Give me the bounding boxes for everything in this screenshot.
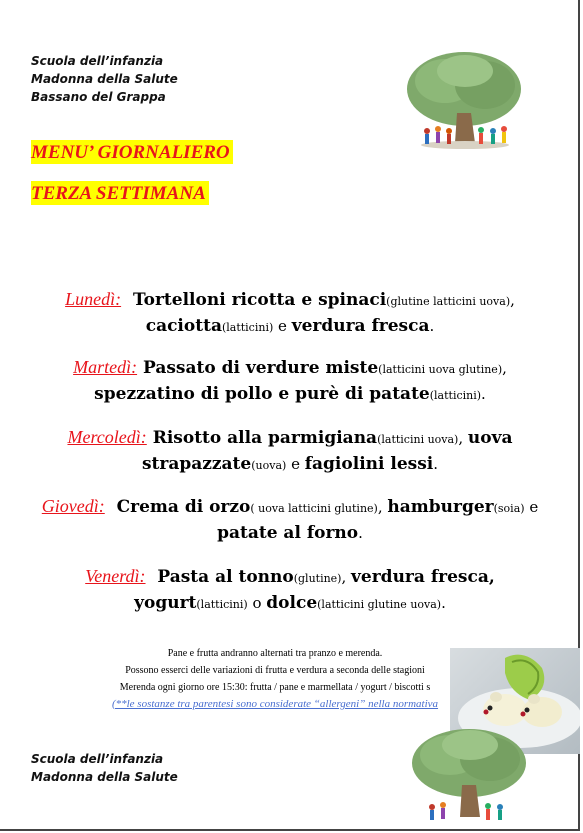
separator: e [524,498,539,516]
separator: e [273,317,292,335]
dish: verdura fresca [351,567,489,587]
day-label-monday: Lunedì: [65,289,122,309]
separator: o [247,594,267,612]
school-name: Scuola dell’infanzia [31,752,164,766]
day-label-tuesday: Martedì: [73,357,138,377]
separator: , [458,429,468,447]
note-line: Merenda ogni giorno ore 15:30: frutta / pane e marmellata / yogurt / biscotti s [119,682,431,693]
dish: yogurt [134,593,197,613]
school-subname: Madonna della Salute [31,72,178,86]
allergens: (latticini uova) [377,433,459,446]
note-line: Pane e frutta andranno alternati tra pranzo e merenda. [167,648,383,659]
separator: . [441,594,446,612]
allergens: (glutine latticini uova) [386,295,511,308]
dish: patate al forno [217,523,359,543]
monday-line-1 [20,287,560,314]
school-subname: Madonna della Salute [31,770,178,784]
note-line: Possono esserci delle variazioni di frutta e verdura a seconda delle stagioni [125,665,425,676]
dish: Passato di verdure miste [143,358,379,378]
monday-line-2 [20,314,560,340]
wednesday-line-1 [20,425,560,452]
allergens: (latticini uova glutine) [378,363,503,376]
friday-line-1 [20,564,560,591]
dish: Crema di orzo [116,497,251,517]
dish: hamburger [387,497,494,517]
day-monday [20,287,560,340]
notes-section [60,645,490,713]
dish: fagiolini lessi [304,454,434,474]
school-city: Bassano del Grappa [31,90,166,104]
separator: e [286,455,305,473]
separator: . [433,455,439,473]
day-friday [20,564,560,617]
allergens: (soia) [493,502,525,515]
week-title: TERZA SETTIMANA [31,181,209,205]
separator: , [488,567,495,587]
separator: , [510,291,515,309]
dish: dolce [266,593,318,613]
friday-line-2 [20,591,560,617]
separator: . [429,317,435,335]
tuesday-line-1 [20,355,560,382]
separator: . [481,385,486,403]
tuesday-line-2 [20,382,560,408]
menu-title: MENU’ GIORNALIERO [31,140,233,164]
separator: , [377,498,388,516]
tree-illustration-bottom [410,727,528,827]
dish: verdura fresca [291,316,430,336]
day-tuesday [20,355,560,408]
separator: , [341,568,352,586]
day-label-wednesday: Mercoledì: [67,427,147,447]
dish: Tortelloni ricotta e spinaci [132,290,387,310]
tree-illustration [405,51,523,155]
thursday-line-2 [20,521,560,545]
separator: , [502,359,507,377]
school-name: Scuola dell’infanzia [31,54,164,68]
day-label-friday: Venerdì: [85,566,146,586]
dish: spezzatino di pollo e purè di patate [94,384,430,404]
dish: Risotto alla parmigiana [152,428,378,448]
dish: Pasta al tonno [157,567,294,587]
school-header [31,52,178,106]
allergens: (glutine) [293,572,342,585]
allergens: (uova) [251,459,287,472]
dish: caciotta [145,316,222,336]
allergens: (latticini glutine uova) [317,598,442,611]
allergen-note-link[interactable]: (**le sostanze tra parentesi sono considerate “allergeni” nella normativa [111,698,439,710]
allergens: (latticini) [429,389,482,402]
thursday-line-1 [20,494,560,521]
dish: strapazzate [141,454,252,474]
allergens: (latticini) [221,321,274,334]
allergens: ( uova latticini glutine) [250,502,378,515]
wednesday-line-2 [20,452,560,478]
day-thursday [20,494,560,545]
dish: uova [467,428,513,448]
day-label-thursday: Giovedì: [41,496,105,516]
day-wednesday [20,425,560,478]
allergens: (latticini) [196,598,248,611]
school-footer [31,750,178,786]
separator: . [358,524,363,542]
